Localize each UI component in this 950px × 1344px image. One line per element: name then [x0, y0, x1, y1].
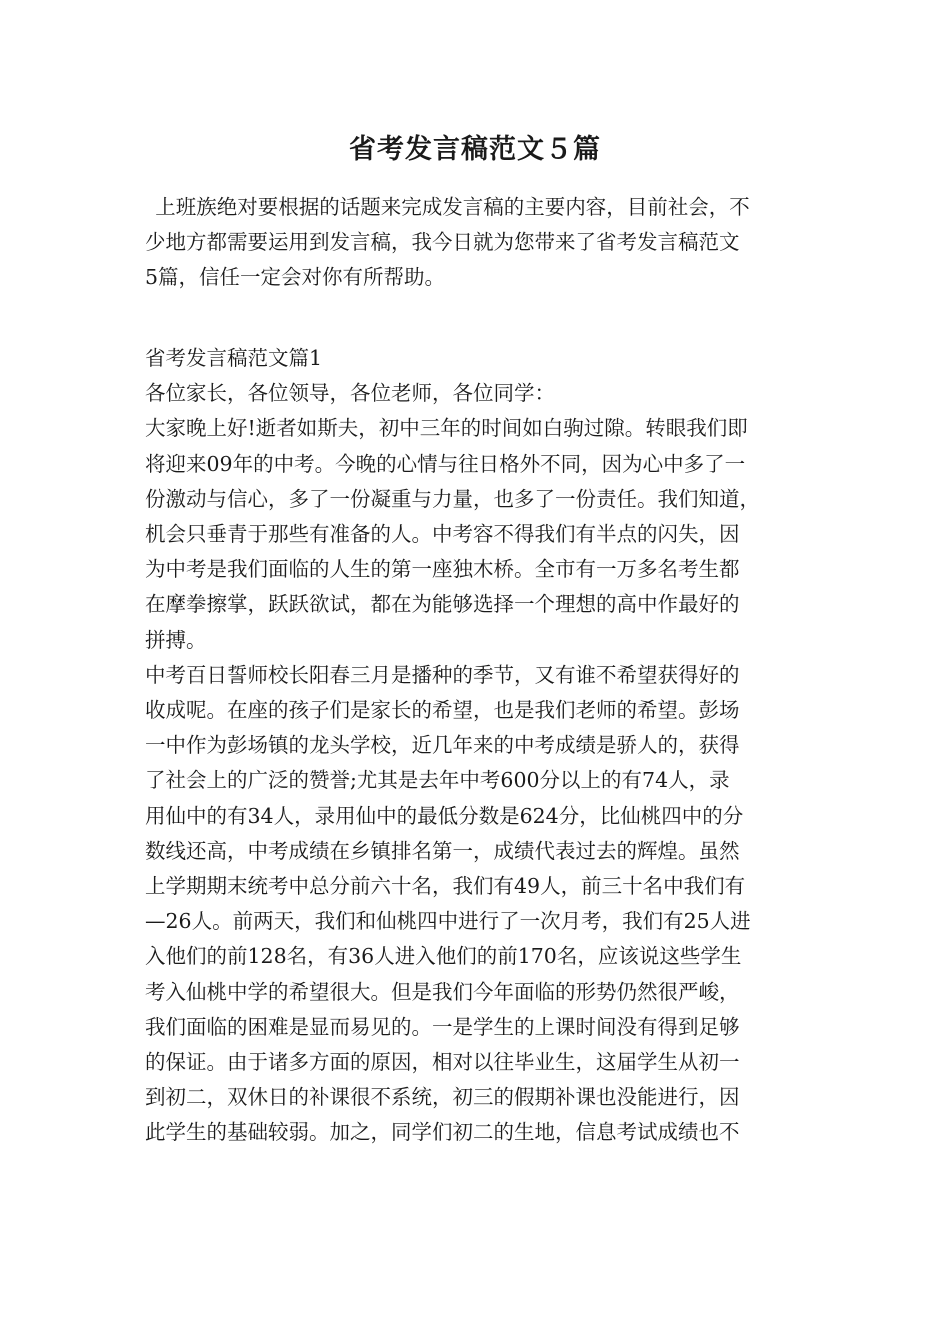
section-1 — [145, 341, 825, 1151]
body-line: 份激动与信心，多了一份凝重与力量，也多了一份责任。我们知道， — [145, 486, 760, 511]
body-line: 数线还高，中考成绩在乡镇排名第一，成绩代表过去的辉煌。虽然 — [145, 838, 740, 863]
body-line: 中考百日誓师校长阳春三月是播种的季节，又有谁不希望获得好的 — [145, 662, 740, 687]
body-line: 将迎来09年的中考。今晚的心情与往日格外不同，因为心中多了一 — [145, 451, 746, 476]
intro-paragraph — [145, 190, 825, 296]
body-line: 此学生的基础较弱。加之，同学们初二的生地，信息考试成绩也不 — [145, 1120, 740, 1145]
body-line: 为中考是我们面临的人生的第一座独木桥。全市有一万多名考生都 — [145, 557, 740, 582]
intro-line: 上班族绝对要根据的话题来完成发言稿的主要内容，目前社会，不 — [155, 195, 750, 219]
body-line: 考入仙桃中学的希望很大。但是我们今年面临的形势仍然很严峻， — [145, 979, 740, 1004]
body-line: 一中作为彭场镇的龙头学校，近几年来的中考成绩是骄人的，获得 — [145, 733, 740, 758]
intro-line: 少地方都需要运用到发言稿，我今日就为您带来了省考发言稿范文 — [145, 230, 740, 255]
body-line: 在摩拳擦掌，跃跃欲试，都在为能够选择一个理想的高中作最好的 — [145, 592, 740, 617]
document-title: 省考发言稿范文５篇 — [349, 134, 601, 165]
body-line: 大家晚上好!逝者如斯夫，初中三年的时间如白驹过隙。转眼我们即 — [145, 416, 748, 441]
body-line: 到初二，双休日的补课很不系统，初三的假期补课也没能进行，因 — [145, 1085, 740, 1110]
body-line: 拼搏。 — [145, 627, 207, 652]
section-heading: 省考发言稿范文篇1 — [145, 346, 323, 370]
body-line: 机会只垂青于那些有准备的人。中考容不得我们有半点的闪失，因 — [145, 522, 740, 547]
intro-line: 5篇，信任一定会对你有所帮助。 — [145, 265, 446, 290]
body-line: 入他们的前128名，有36人进入他们的前170名，应该说这些学生 — [145, 944, 742, 969]
body-line: 了社会上的广泛的赞誉;尤其是去年中考600分以上的有74人，录 — [145, 768, 730, 793]
body-line: 我们面临的困难是显而易见的。一是学生的上课时间没有得到足够 — [145, 1014, 740, 1039]
body-line: —26人。前两天，我们和仙桃四中进行了一次月考，我们有25人进 — [145, 909, 751, 934]
body-line: 的保证。由于诸多方面的原因，相对以往毕业生，这届学生从初一 — [145, 1050, 740, 1075]
salutation-line: 各位家长，各位领导，各位老师，各位同学： — [145, 381, 555, 406]
body-line: 上学期期末统考中总分前六十名，我们有49人，前三十名中我们有 — [145, 874, 746, 899]
body-line: 用仙中的有34人，录用仙中的最低分数是624分，比仙桃四中的分 — [145, 803, 744, 828]
body-line: 收成呢。在座的孩子们是家长的希望，也是我们老师的希望。彭场 — [145, 698, 740, 723]
